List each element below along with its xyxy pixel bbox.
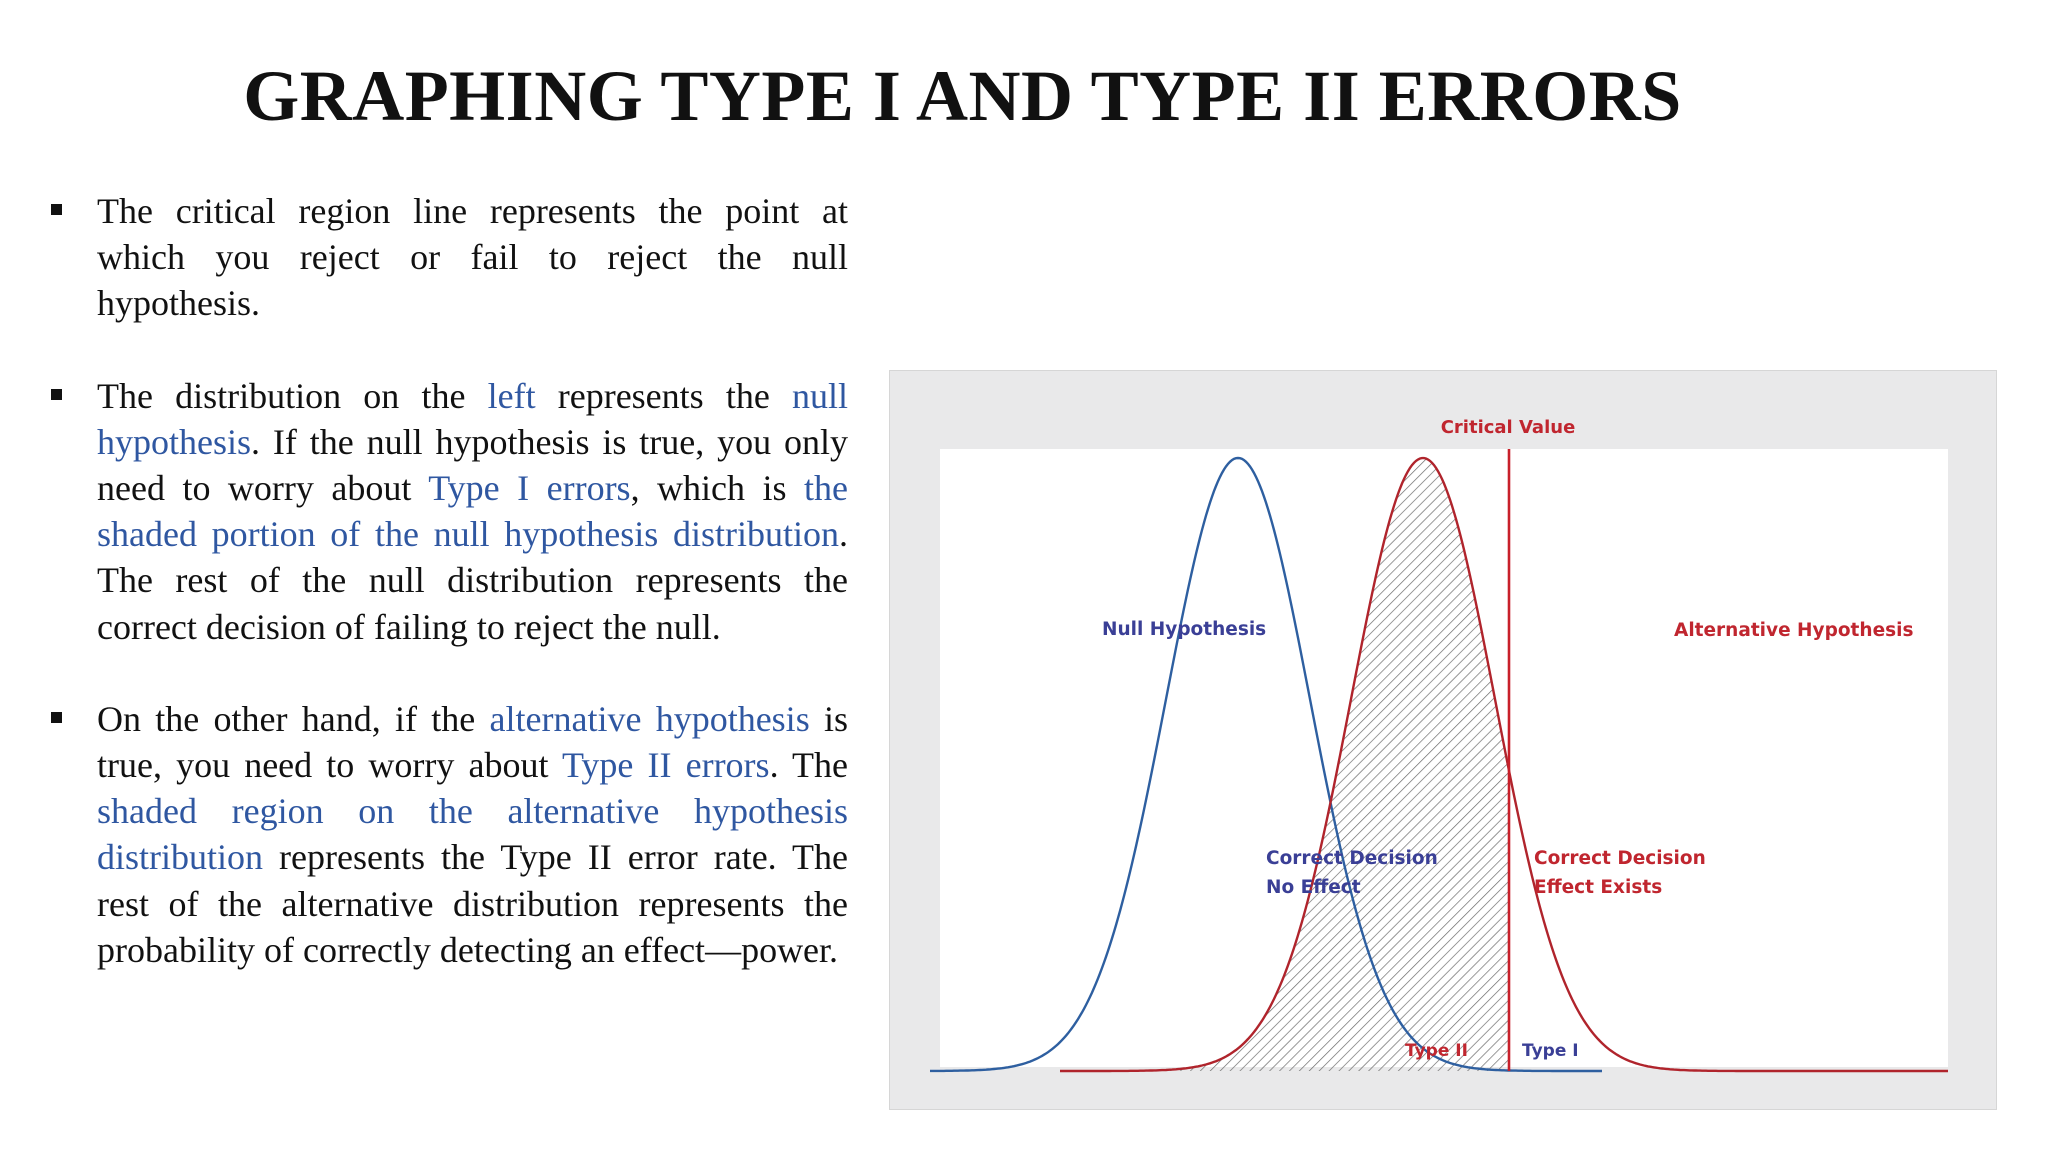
error-distribution-figure bbox=[889, 370, 1997, 1110]
bullet-text bbox=[97, 699, 848, 970]
highlighted-phrase: alternative hypothesis bbox=[489, 698, 810, 739]
correct-decision-effect-exists-line2: Effect Exists bbox=[1534, 877, 1663, 898]
highlighted-phrase: null hypothesis bbox=[97, 375, 848, 462]
correct-decision-effect-exists-line1: Correct Decision bbox=[1534, 848, 1706, 869]
highlighted-phrase: left bbox=[487, 375, 536, 416]
bullet-text bbox=[97, 191, 848, 323]
square-bullet-icon bbox=[51, 712, 62, 723]
type-ii-label: Type II bbox=[1405, 1041, 1468, 1061]
text-segment: On the other hand, if the bbox=[97, 698, 490, 739]
bullet-list bbox=[48, 188, 848, 1019]
text-segment: represents the bbox=[535, 375, 792, 416]
text-segment: is true, you need to worry about bbox=[97, 698, 848, 786]
text-segment: The distribution on the bbox=[97, 375, 488, 416]
text-segment: . If the null hypothesis is true, you only need to worry about bbox=[97, 421, 848, 509]
alternative-hypothesis-label: Alternative Hypothesis bbox=[1674, 620, 1914, 641]
highlighted-phrase: shaded region on the alternative hypothesis distribution bbox=[97, 791, 848, 878]
text-segment: . The bbox=[769, 745, 848, 786]
critical-value-label: Critical Value bbox=[1440, 417, 1576, 438]
correct-decision-no-effect-line1: Correct Decision bbox=[1266, 848, 1438, 869]
distribution-diagram bbox=[890, 371, 1996, 1109]
text-segment: represents the Type II error rate. The rest of the alternative distribution represents the probability of correctly detecting an effect—power. bbox=[97, 837, 848, 970]
text-segment: . The rest of the null distribution represents the correct decision of failing to reject the null. bbox=[97, 514, 848, 647]
bullet-item bbox=[48, 373, 848, 650]
text-segment: , which is bbox=[630, 468, 805, 509]
highlighted-phrase: the shaded portion of the null hypothesis distribution bbox=[97, 468, 849, 555]
bullet-item bbox=[48, 696, 848, 973]
bullet-item bbox=[48, 188, 848, 327]
highlighted-phrase: Type II errors bbox=[561, 745, 770, 786]
square-bullet-icon bbox=[51, 204, 62, 215]
text-segment: The critical region line represents the point at which you reject or fail to reject the null hypothesis. bbox=[97, 191, 848, 324]
slide-title: GRAPHING TYPE I AND TYPE II ERRORS bbox=[243, 56, 1682, 136]
bullet-text bbox=[97, 376, 848, 647]
correct-decision-no-effect-line2: No Effect bbox=[1266, 877, 1361, 898]
highlighted-phrase: Type I errors bbox=[428, 468, 631, 509]
square-bullet-icon bbox=[51, 389, 62, 400]
type-i-label: Type I bbox=[1522, 1041, 1579, 1061]
null-hypothesis-label: Null Hypothesis bbox=[1102, 619, 1267, 640]
